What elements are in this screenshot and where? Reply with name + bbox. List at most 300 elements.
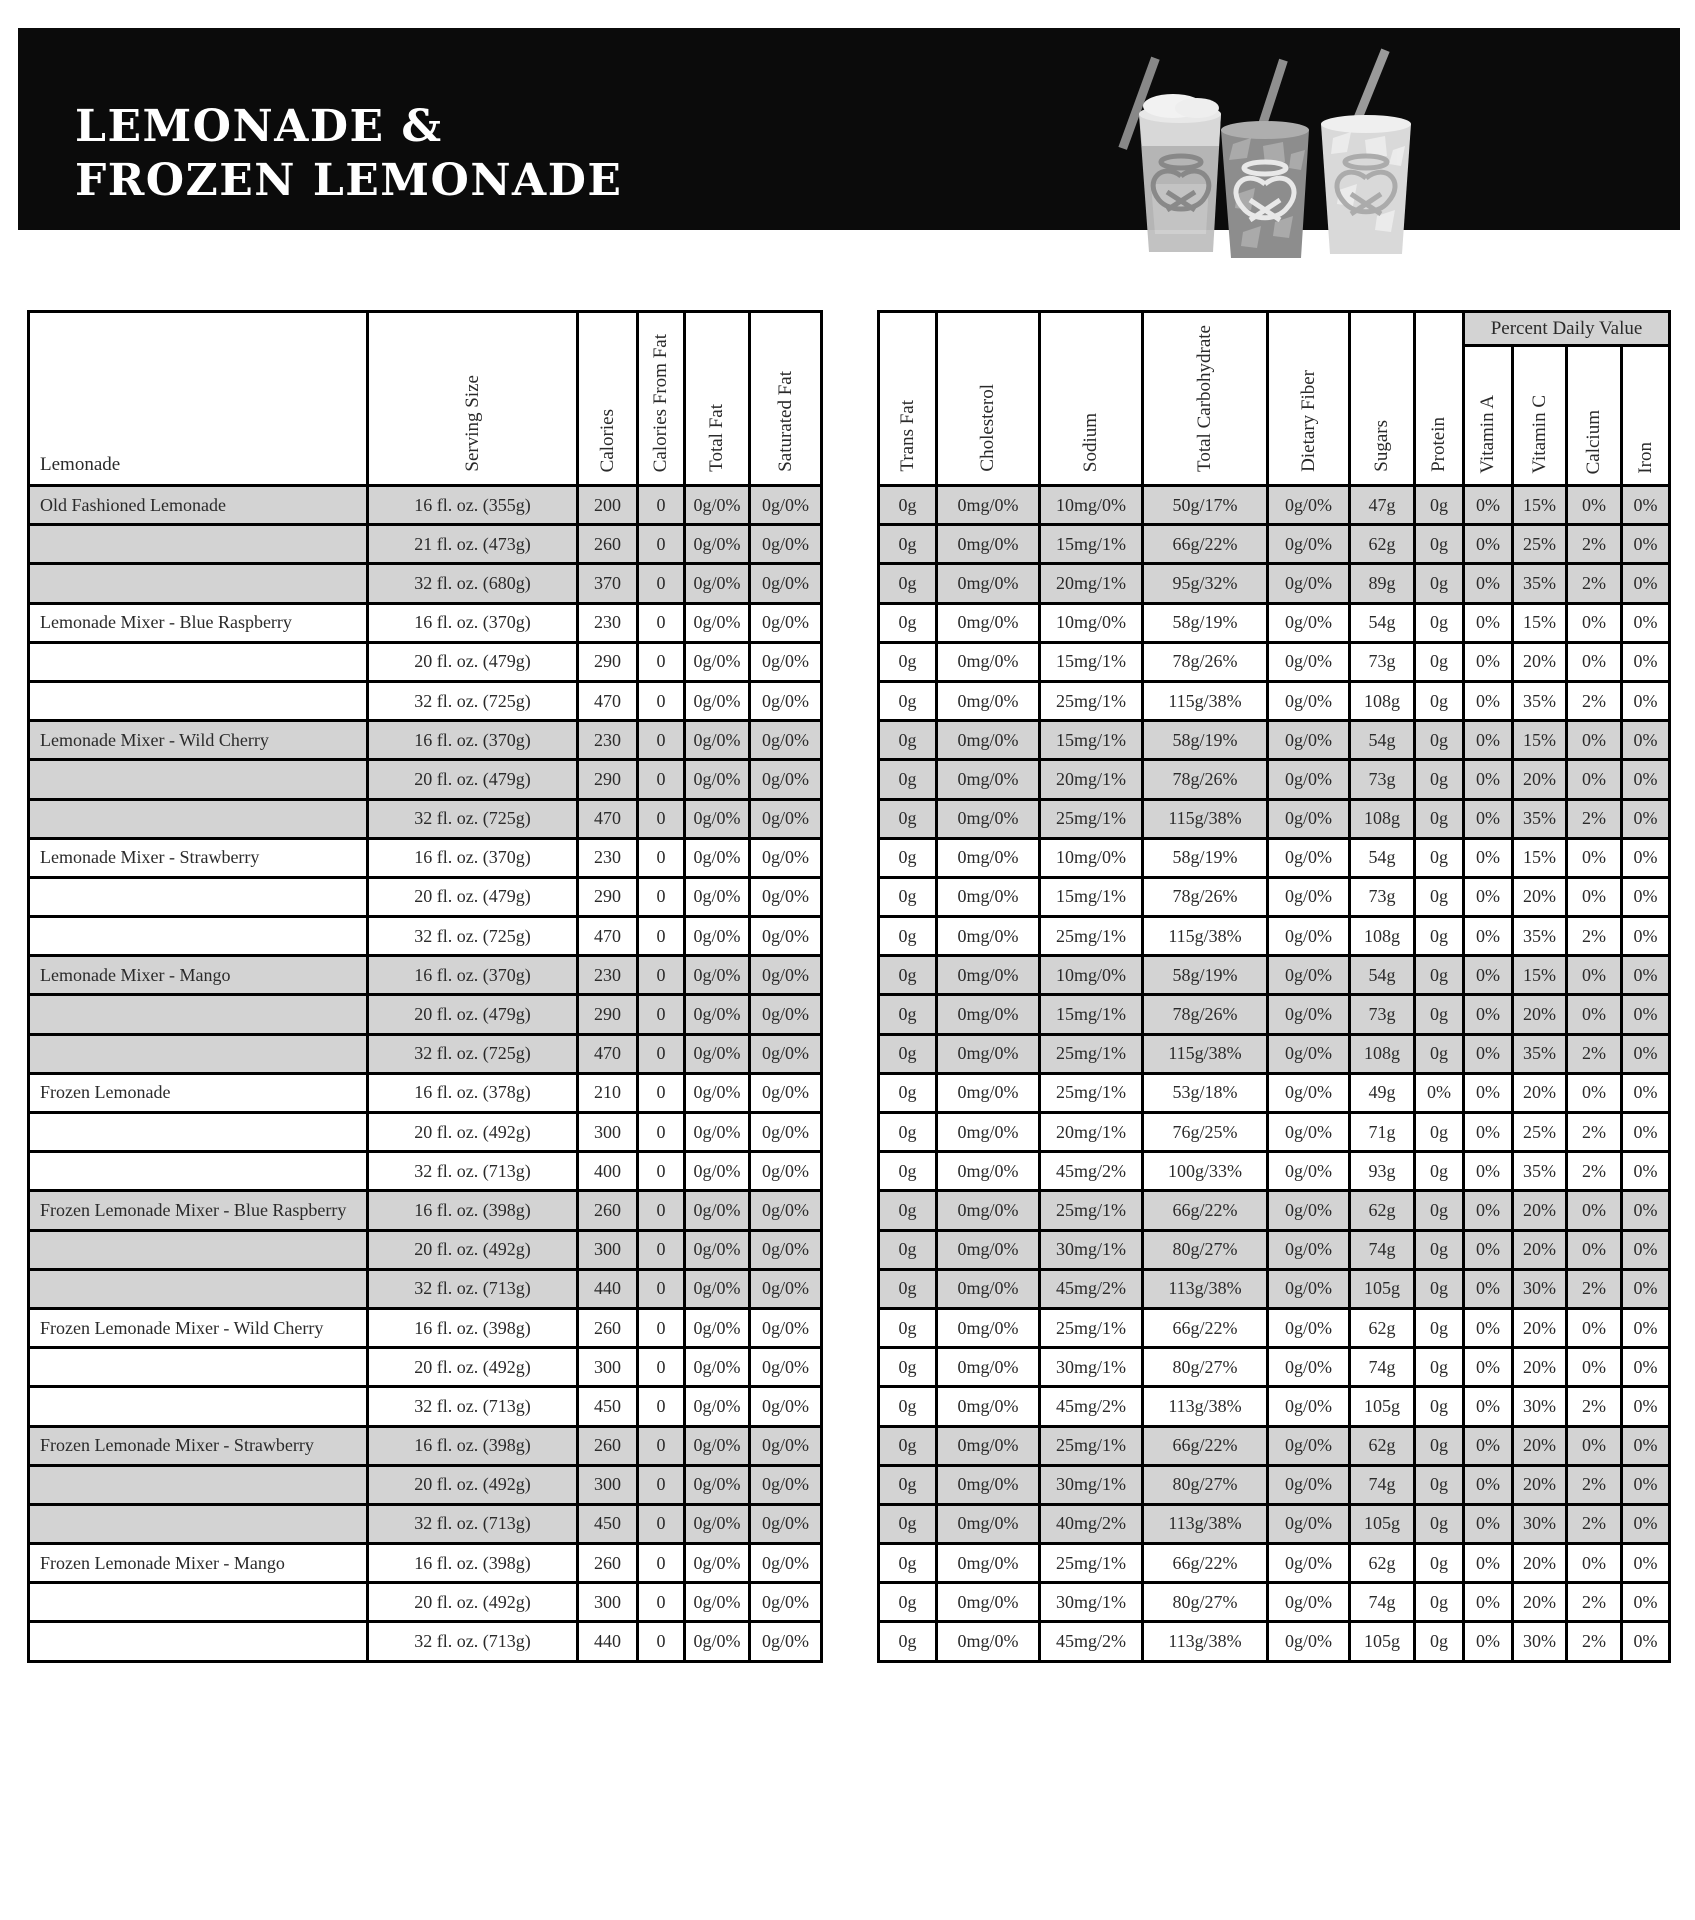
column-header-label: Cholesterol (977, 384, 998, 472)
value-cell: 0g (879, 1113, 937, 1152)
value-cell: 93g (1350, 1152, 1415, 1191)
serving-size-cell: 20 fl. oz. (492g) (368, 1113, 578, 1152)
serving-size-cell: 16 fl. oz. (370g) (368, 721, 578, 760)
value-cell: 0g/0% (1268, 1504, 1350, 1543)
value-cell: 0mg/0% (937, 1465, 1040, 1504)
right-table-header (879, 312, 1670, 486)
value-cell: 45mg/2% (1040, 1269, 1143, 1308)
column-header (1143, 312, 1268, 486)
value-cell: 0g (879, 1269, 937, 1308)
value-cell: 0g/0% (1268, 917, 1350, 956)
value-cell: 20% (1513, 1230, 1567, 1269)
value-cell: 0mg/0% (937, 1348, 1040, 1387)
value-cell: 0g (879, 1583, 937, 1622)
value-cell: 2% (1567, 1034, 1622, 1073)
value-cell: 0% (1622, 525, 1670, 564)
value-cell: 113g/38% (1143, 1269, 1268, 1308)
value-cell: 10mg/0% (1040, 603, 1143, 642)
value-cell: 300 (578, 1583, 638, 1622)
value-cell: 15mg/1% (1040, 721, 1143, 760)
value-cell: 0 (638, 525, 685, 564)
value-cell: 15% (1513, 721, 1567, 760)
value-cell: 0% (1464, 1465, 1513, 1504)
product-name-cell: Frozen Lemonade Mixer - Wild Cherry (29, 1308, 368, 1347)
column-header (1622, 346, 1670, 486)
table-row (879, 799, 1670, 838)
value-cell: 0g (879, 877, 937, 916)
table-row (879, 1426, 1670, 1465)
value-cell: 0g (1415, 995, 1464, 1034)
value-cell: 0% (1464, 1387, 1513, 1426)
value-cell: 25mg/1% (1040, 1073, 1143, 1112)
value-cell: 260 (578, 525, 638, 564)
value-cell: 0% (1567, 603, 1622, 642)
serving-size-cell: 20 fl. oz. (479g) (368, 760, 578, 799)
product-name-cell (29, 1622, 368, 1661)
product-name-cell (29, 1387, 368, 1426)
table-row (879, 603, 1670, 642)
product-name-cell (29, 642, 368, 681)
value-cell: 0% (1567, 995, 1622, 1034)
value-cell: 0g (879, 1034, 937, 1073)
column-header (578, 312, 638, 486)
corner-header (29, 312, 368, 486)
value-cell: 0 (638, 603, 685, 642)
value-cell: 20% (1513, 877, 1567, 916)
value-cell: 2% (1567, 1269, 1622, 1308)
value-cell: 0g (879, 1387, 937, 1426)
value-cell: 0mg/0% (937, 877, 1040, 916)
value-cell: 290 (578, 760, 638, 799)
value-cell: 0g (1415, 1113, 1464, 1152)
value-cell: 0% (1464, 1191, 1513, 1230)
value-cell: 74g (1350, 1465, 1415, 1504)
column-header (1040, 312, 1143, 486)
value-cell: 30mg/1% (1040, 1583, 1143, 1622)
value-cell: 0mg/0% (937, 1073, 1040, 1112)
value-cell: 35% (1513, 681, 1567, 720)
product-name-cell (29, 525, 368, 564)
table-row (29, 956, 822, 995)
value-cell: 0% (1622, 1504, 1670, 1543)
value-cell: 0mg/0% (937, 564, 1040, 603)
value-cell: 0g/0% (685, 486, 750, 525)
value-cell: 0% (1567, 1073, 1622, 1112)
table-row (29, 1152, 822, 1191)
table-row (29, 603, 822, 642)
lemonade-nutrition-table (27, 310, 823, 1663)
product-name-cell (29, 1348, 368, 1387)
value-cell: 0 (638, 486, 685, 525)
value-cell: 0g/0% (1268, 995, 1350, 1034)
table-row (879, 1269, 1670, 1308)
value-cell: 0g (879, 1230, 937, 1269)
value-cell: 0% (1622, 1152, 1670, 1191)
value-cell: 78g/26% (1143, 995, 1268, 1034)
value-cell: 0% (1567, 1191, 1622, 1230)
value-cell: 0% (1464, 838, 1513, 877)
cup-right (1321, 49, 1411, 254)
value-cell: 0g (879, 681, 937, 720)
value-cell: 58g/19% (1143, 603, 1268, 642)
value-cell: 0mg/0% (937, 1544, 1040, 1583)
value-cell: 73g (1350, 760, 1415, 799)
value-cell: 0g (879, 1544, 937, 1583)
product-name-cell: Lemonade Mixer - Blue Raspberry (29, 603, 368, 642)
value-cell: 0 (638, 1308, 685, 1347)
value-cell: 0g/0% (750, 1504, 822, 1543)
value-cell: 0mg/0% (937, 995, 1040, 1034)
value-cell: 47g (1350, 486, 1415, 525)
value-cell: 0g/0% (750, 1269, 822, 1308)
column-header (879, 312, 937, 486)
column-header-label: Protein (1428, 417, 1449, 472)
value-cell: 290 (578, 877, 638, 916)
value-cell: 230 (578, 956, 638, 995)
value-cell: 80g/27% (1143, 1348, 1268, 1387)
value-cell: 0g (879, 995, 937, 1034)
column-header (1415, 312, 1464, 486)
value-cell: 0g (879, 1504, 937, 1543)
value-cell: 2% (1567, 1113, 1622, 1152)
column-header (368, 312, 578, 486)
value-cell: 0% (1622, 1348, 1670, 1387)
value-cell: 0% (1567, 486, 1622, 525)
value-cell: 0g/0% (750, 1073, 822, 1112)
value-cell: 0g/0% (685, 956, 750, 995)
value-cell: 0g/0% (1268, 1269, 1350, 1308)
value-cell: 0% (1567, 956, 1622, 995)
value-cell: 20% (1513, 760, 1567, 799)
value-cell: 62g (1350, 1426, 1415, 1465)
value-cell: 0g/0% (685, 760, 750, 799)
value-cell: 30% (1513, 1622, 1567, 1661)
product-name-cell (29, 1034, 368, 1073)
value-cell: 0g/0% (685, 1230, 750, 1269)
value-cell: 0% (1622, 838, 1670, 877)
table-row (29, 760, 822, 799)
value-cell: 0g (879, 1152, 937, 1191)
right-table-body (879, 486, 1670, 1662)
product-name-cell: Lemonade Mixer - Mango (29, 956, 368, 995)
value-cell: 0mg/0% (937, 1191, 1040, 1230)
value-cell: 0g (1415, 1465, 1464, 1504)
value-cell: 0% (1622, 1230, 1670, 1269)
value-cell: 2% (1567, 564, 1622, 603)
value-cell: 95g/32% (1143, 564, 1268, 603)
value-cell: 0% (1464, 642, 1513, 681)
value-cell: 0g/0% (1268, 1348, 1350, 1387)
value-cell: 0% (1464, 917, 1513, 956)
value-cell: 2% (1567, 1387, 1622, 1426)
serving-size-cell: 20 fl. oz. (479g) (368, 995, 578, 1034)
value-cell: 2% (1567, 1622, 1622, 1661)
product-name-cell (29, 1230, 368, 1269)
product-name-cell: Lemonade Mixer - Strawberry (29, 838, 368, 877)
serving-size-cell: 20 fl. oz. (479g) (368, 642, 578, 681)
value-cell: 0g/0% (1268, 1034, 1350, 1073)
column-header-label: Iron (1634, 442, 1656, 474)
value-cell: 20mg/1% (1040, 1113, 1143, 1152)
value-cell: 108g (1350, 799, 1415, 838)
value-cell: 30% (1513, 1269, 1567, 1308)
value-cell: 45mg/2% (1040, 1152, 1143, 1191)
value-cell: 0mg/0% (937, 1269, 1040, 1308)
value-cell: 0% (1567, 642, 1622, 681)
value-cell: 0g/0% (685, 1113, 750, 1152)
value-cell: 0g/0% (1268, 1308, 1350, 1347)
value-cell: 0g/0% (685, 642, 750, 681)
serving-size-cell: 32 fl. oz. (713g) (368, 1269, 578, 1308)
value-cell: 0g (1415, 760, 1464, 799)
value-cell: 25mg/1% (1040, 1191, 1143, 1230)
serving-size-cell: 20 fl. oz. (492g) (368, 1465, 578, 1504)
value-cell: 0g/0% (1268, 877, 1350, 916)
value-cell: 0% (1464, 760, 1513, 799)
value-cell: 0g/0% (685, 564, 750, 603)
value-cell: 0% (1464, 721, 1513, 760)
value-cell: 230 (578, 721, 638, 760)
value-cell: 0 (638, 799, 685, 838)
table-row (879, 995, 1670, 1034)
value-cell: 0 (638, 917, 685, 956)
value-cell: 0g/0% (750, 642, 822, 681)
value-cell: 0g (879, 642, 937, 681)
value-cell: 0mg/0% (937, 1308, 1040, 1347)
value-cell: 25% (1513, 525, 1567, 564)
value-cell: 260 (578, 1308, 638, 1347)
serving-size-cell: 20 fl. oz. (492g) (368, 1348, 578, 1387)
value-cell: 2% (1567, 1583, 1622, 1622)
value-cell: 0g (879, 1073, 937, 1112)
value-cell: 0g (879, 564, 937, 603)
column-header (1567, 346, 1622, 486)
lemonade-cups-image (1093, 34, 1433, 258)
value-cell: 54g (1350, 721, 1415, 760)
product-name-cell: Frozen Lemonade Mixer - Blue Raspberry (29, 1191, 368, 1230)
value-cell: 66g/22% (1143, 525, 1268, 564)
value-cell: 0g (879, 838, 937, 877)
value-cell: 0g/0% (750, 1387, 822, 1426)
value-cell: 0 (638, 1622, 685, 1661)
page-title-line2: FROZEN LEMONADE (75, 154, 623, 206)
value-cell: 370 (578, 564, 638, 603)
value-cell: 0g (879, 1622, 937, 1661)
value-cell: 0g (879, 603, 937, 642)
value-cell: 0g/0% (750, 1583, 822, 1622)
value-cell: 2% (1567, 799, 1622, 838)
value-cell: 49g (1350, 1073, 1415, 1112)
table-row (879, 1230, 1670, 1269)
value-cell: 0% (1464, 603, 1513, 642)
value-cell: 0g/0% (750, 1544, 822, 1583)
table-row (879, 1544, 1670, 1583)
table-row (879, 1308, 1670, 1347)
column-header (1464, 346, 1513, 486)
value-cell: 440 (578, 1622, 638, 1661)
value-cell: 0mg/0% (937, 1113, 1040, 1152)
value-cell: 0% (1464, 525, 1513, 564)
product-name-cell: Frozen Lemonade (29, 1073, 368, 1112)
value-cell: 0% (1415, 1073, 1464, 1112)
value-cell: 0g/0% (1268, 525, 1350, 564)
serving-size-cell: 32 fl. oz. (725g) (368, 681, 578, 720)
value-cell: 0% (1567, 721, 1622, 760)
value-cell: 0 (638, 642, 685, 681)
value-cell: 73g (1350, 642, 1415, 681)
value-cell: 30mg/1% (1040, 1465, 1143, 1504)
value-cell: 0g/0% (750, 1034, 822, 1073)
value-cell: 25% (1513, 1113, 1567, 1152)
value-cell: 0% (1464, 1544, 1513, 1583)
value-cell: 0% (1464, 1113, 1513, 1152)
value-cell: 0g/0% (685, 1152, 750, 1191)
value-cell: 105g (1350, 1269, 1415, 1308)
value-cell: 0% (1464, 1073, 1513, 1112)
table-row (29, 1622, 822, 1661)
table-row (879, 956, 1670, 995)
value-cell: 0g/0% (685, 1544, 750, 1583)
value-cell: 0g/0% (1268, 1113, 1350, 1152)
column-header-label: Calcium (1583, 409, 1604, 474)
value-cell: 0g/0% (685, 1034, 750, 1073)
value-cell: 0g/0% (1268, 956, 1350, 995)
table-row (29, 1034, 822, 1073)
value-cell: 470 (578, 681, 638, 720)
value-cell: 0g/0% (750, 1113, 822, 1152)
table-row (29, 838, 822, 877)
serving-size-cell: 32 fl. oz. (713g) (368, 1152, 578, 1191)
value-cell: 0g (879, 486, 937, 525)
value-cell: 25mg/1% (1040, 1544, 1143, 1583)
value-cell: 0g (1415, 917, 1464, 956)
value-cell: 15mg/1% (1040, 995, 1143, 1034)
table-row (29, 564, 822, 603)
value-cell: 62g (1350, 1308, 1415, 1347)
percent-daily-value-banner: Percent Daily Value (1464, 312, 1670, 346)
value-cell: 0mg/0% (937, 642, 1040, 681)
value-cell: 25mg/1% (1040, 799, 1143, 838)
value-cell: 0g/0% (750, 486, 822, 525)
value-cell: 300 (578, 1465, 638, 1504)
value-cell: 0g/0% (685, 838, 750, 877)
product-name-cell (29, 564, 368, 603)
table-row (29, 1583, 822, 1622)
value-cell: 0 (638, 760, 685, 799)
value-cell: 0g/0% (685, 1426, 750, 1465)
value-cell: 0g/0% (1268, 1583, 1350, 1622)
serving-size-cell: 32 fl. oz. (725g) (368, 917, 578, 956)
value-cell: 35% (1513, 1034, 1567, 1073)
value-cell: 25mg/1% (1040, 1308, 1143, 1347)
value-cell: 78g/26% (1143, 877, 1268, 916)
table-row (29, 525, 822, 564)
value-cell: 0g/0% (750, 721, 822, 760)
value-cell: 230 (578, 838, 638, 877)
value-cell: 0g (879, 799, 937, 838)
value-cell: 2% (1567, 525, 1622, 564)
column-header-label: Trans Fat (896, 400, 918, 472)
value-cell: 0mg/0% (937, 525, 1040, 564)
value-cell: 0 (638, 877, 685, 916)
value-cell: 290 (578, 995, 638, 1034)
value-cell: 20% (1513, 1583, 1567, 1622)
value-cell: 0g/0% (750, 877, 822, 916)
value-cell: 0g (1415, 681, 1464, 720)
table-row (879, 1191, 1670, 1230)
value-cell: 20% (1513, 1073, 1567, 1112)
value-cell: 0% (1622, 1426, 1670, 1465)
table-row (879, 1387, 1670, 1426)
value-cell: 20mg/1% (1040, 760, 1143, 799)
value-cell: 0g/0% (685, 1622, 750, 1661)
value-cell: 0g (879, 760, 937, 799)
value-cell: 0% (1622, 1113, 1670, 1152)
table-row (879, 1583, 1670, 1622)
column-header-label: Total Fat (706, 404, 727, 472)
table-row (29, 799, 822, 838)
value-cell: 0g/0% (750, 1308, 822, 1347)
value-cell: 0mg/0% (937, 917, 1040, 956)
value-cell: 0g (879, 956, 937, 995)
product-name-cell (29, 877, 368, 916)
value-cell: 0g/0% (685, 1387, 750, 1426)
table-row (29, 642, 822, 681)
value-cell: 0% (1464, 995, 1513, 1034)
table-row (29, 1308, 822, 1347)
value-cell: 0% (1464, 956, 1513, 995)
value-cell: 0% (1622, 1073, 1670, 1112)
value-cell: 0g/0% (1268, 838, 1350, 877)
value-cell: 76g/25% (1143, 1113, 1268, 1152)
table-row (879, 564, 1670, 603)
table-row (29, 1230, 822, 1269)
value-cell: 0g (1415, 721, 1464, 760)
value-cell: 0% (1622, 486, 1670, 525)
value-cell: 115g/38% (1143, 799, 1268, 838)
value-cell: 35% (1513, 799, 1567, 838)
serving-size-cell: 32 fl. oz. (680g) (368, 564, 578, 603)
value-cell: 0g/0% (1268, 1387, 1350, 1426)
value-cell: 0mg/0% (937, 1426, 1040, 1465)
value-cell: 0g/0% (750, 1191, 822, 1230)
value-cell: 0% (1622, 681, 1670, 720)
value-cell: 0g/0% (685, 799, 750, 838)
value-cell: 20% (1513, 1544, 1567, 1583)
value-cell: 0% (1567, 1426, 1622, 1465)
value-cell: 0mg/0% (937, 1583, 1040, 1622)
value-cell: 470 (578, 917, 638, 956)
value-cell: 470 (578, 1034, 638, 1073)
value-cell: 0g/0% (685, 1348, 750, 1387)
value-cell: 0g/0% (750, 799, 822, 838)
table-row (879, 486, 1670, 525)
value-cell: 78g/26% (1143, 760, 1268, 799)
value-cell: 0% (1464, 486, 1513, 525)
value-cell: 20% (1513, 1308, 1567, 1347)
value-cell: 0g/0% (750, 760, 822, 799)
value-cell: 0mg/0% (937, 799, 1040, 838)
value-cell: 15% (1513, 603, 1567, 642)
value-cell: 20% (1513, 1348, 1567, 1387)
column-header-label: Calories From Fat (650, 333, 671, 472)
value-cell: 0g (1415, 642, 1464, 681)
value-cell: 0 (638, 1034, 685, 1073)
value-cell: 20% (1513, 995, 1567, 1034)
value-cell: 0% (1622, 1583, 1670, 1622)
value-cell: 0g/0% (1268, 1426, 1350, 1465)
value-cell: 0g (1415, 1622, 1464, 1661)
